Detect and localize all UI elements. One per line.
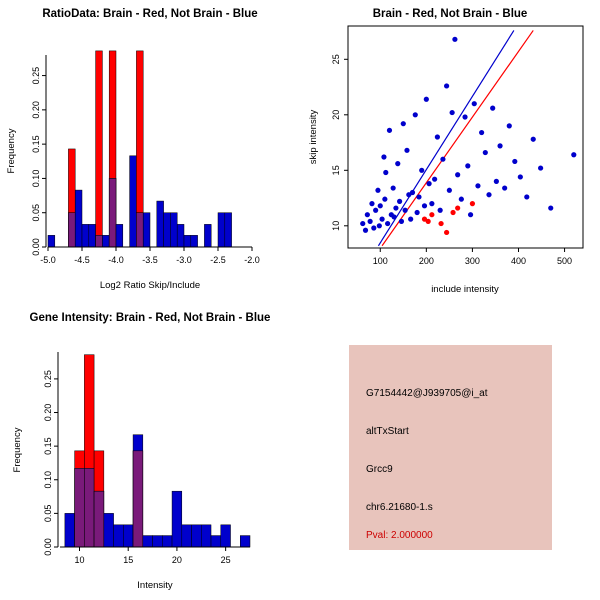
y-tick-label: 0.00	[31, 238, 41, 256]
histogram-bar-not-brain	[225, 213, 232, 247]
scatter-point	[422, 203, 427, 208]
scatter-point	[459, 197, 464, 202]
histogram-bar-not-brain	[164, 213, 171, 247]
ratio-histogram-title: RatioData: Brain - Red, Not Brain - Blue	[42, 8, 258, 20]
scatter-point	[397, 199, 402, 204]
scatter-y-axis-label: skip intensity	[308, 109, 319, 165]
scatter-point	[378, 203, 383, 208]
scatter-point	[462, 114, 467, 119]
scatter-point	[399, 219, 404, 224]
x-tick-label: -5.0	[40, 255, 56, 265]
scatter-point	[360, 221, 365, 226]
scatter-point	[538, 165, 543, 170]
x-tick-label: -4.5	[74, 255, 90, 265]
y-tick-label: 10	[331, 220, 341, 231]
scatter-point	[450, 210, 455, 215]
scatter-point	[438, 221, 443, 226]
y-tick-label: 20	[331, 109, 341, 120]
scatter-point	[401, 121, 406, 126]
histogram-bar-not-brain	[204, 224, 211, 247]
scatter-point	[416, 194, 421, 199]
x-tick-label: 100	[372, 256, 388, 266]
gene-histogram-panel	[0, 300, 300, 600]
scatter-point	[447, 188, 452, 193]
scatter-point	[571, 152, 576, 157]
scatter-point	[385, 221, 390, 226]
scatter-point	[363, 228, 368, 233]
probe-info-box	[349, 345, 552, 550]
x-tick-label: -3.5	[142, 255, 158, 265]
x-tick-label: 400	[510, 256, 527, 266]
x-tick-label: 20	[171, 555, 182, 565]
histogram-bar-not-brain	[102, 235, 109, 247]
scatter-point	[429, 201, 434, 206]
scatter-point	[410, 190, 415, 195]
scatter-point	[455, 172, 460, 177]
scatter-title: Brain - Red, Not Brain - Blue	[372, 8, 528, 20]
scatter-point	[391, 185, 396, 190]
gene-x-axis-label: Intensity	[137, 580, 173, 591]
scatter-point	[377, 223, 382, 228]
scatter-point	[404, 148, 409, 153]
histogram-bar-not-brain	[211, 536, 221, 547]
scatter-point	[470, 201, 475, 206]
info-probe-id: G7154442@J939705@i_at	[366, 388, 488, 399]
info-event-type: altTxStart	[366, 426, 409, 437]
histogram-bar-not-brain	[65, 513, 75, 547]
y-tick-label: 0.05	[43, 504, 53, 523]
histogram-bar-not-brain	[48, 235, 55, 247]
info-pval: Pval: 2.000000	[366, 530, 433, 541]
histogram-bar-not-brain	[89, 224, 96, 247]
y-tick-label: 0.20	[43, 403, 53, 422]
scatter-point	[369, 201, 374, 206]
y-tick-label: 15	[331, 165, 341, 176]
scatter-point	[475, 183, 480, 188]
scatter-point	[368, 219, 373, 224]
histogram-bar-not-brain	[162, 536, 172, 547]
ratio-x-ticks	[40, 247, 260, 265]
scatter-point	[424, 97, 429, 102]
histogram-bar-not-brain	[177, 224, 184, 247]
scatter-point	[450, 110, 455, 115]
x-tick-label: -3.0	[176, 255, 192, 265]
scatter-panel	[300, 0, 600, 300]
scatter-points	[360, 37, 576, 235]
y-tick-label: 0.00	[43, 538, 53, 556]
scatter-point	[408, 217, 413, 222]
scatter-point	[373, 208, 378, 213]
scatter-point	[415, 210, 420, 215]
histogram-bar-overlap	[84, 468, 94, 547]
histogram-bar-not-brain	[82, 224, 89, 247]
histogram-bar-not-brain	[157, 201, 164, 247]
histogram-bar-not-brain	[191, 235, 198, 247]
gene-y-ticks	[43, 370, 58, 556]
histogram-bar-not-brain	[240, 536, 250, 547]
gene-bars	[65, 355, 250, 547]
scatter-point	[452, 37, 457, 42]
scatter-point	[455, 205, 460, 210]
scatter-point	[413, 112, 418, 117]
histogram-bar-not-brain	[130, 156, 137, 247]
histogram-bar-not-brain	[75, 190, 82, 247]
histogram-bar-not-brain	[143, 536, 153, 547]
histogram-bar-not-brain	[218, 213, 225, 247]
scatter-point	[391, 214, 396, 219]
histogram-bar-overlap	[96, 235, 103, 247]
scatter-point	[432, 177, 437, 182]
scatter-point	[444, 83, 449, 88]
y-tick-label: 0.10	[31, 169, 41, 188]
scatter-point	[381, 154, 386, 159]
scatter-point	[479, 130, 484, 135]
ratio-y-ticks	[31, 67, 46, 256]
scatter-point	[429, 212, 434, 217]
scatter-point	[419, 168, 424, 173]
gene-x-ticks	[74, 547, 230, 565]
histogram-bar-not-brain	[172, 491, 182, 547]
scatter-point	[465, 163, 470, 168]
scatter-point	[524, 194, 529, 199]
scatter-point	[426, 219, 431, 224]
ratio-bars	[48, 51, 232, 247]
scatter-point	[444, 230, 449, 235]
histogram-bar-overlap	[136, 213, 143, 247]
scatter-point	[383, 170, 388, 175]
histogram-bar-overlap	[94, 491, 104, 547]
scatter-fit-lines	[378, 30, 533, 245]
histogram-bar-not-brain	[201, 525, 211, 547]
x-tick-label: -2.0	[244, 255, 260, 265]
x-tick-label: 15	[123, 555, 134, 565]
scatter-point	[507, 123, 512, 128]
scatter-point	[403, 208, 408, 213]
histogram-bar-brain	[96, 51, 103, 247]
y-tick-label: 0.20	[31, 101, 41, 119]
scatter-point	[548, 205, 553, 210]
y-tick-label: 0.10	[43, 470, 53, 489]
histogram-bar-overlap	[68, 213, 75, 247]
scatter-point	[440, 157, 445, 162]
scatter-point	[497, 143, 502, 148]
histogram-bar-overlap	[75, 468, 85, 547]
ratio-histogram-svg	[0, 0, 300, 300]
histogram-bar-not-brain	[182, 525, 192, 547]
scatter-point	[375, 188, 380, 193]
scatter-fit-line	[382, 30, 533, 245]
ratio-x-axis-label: Log2 Ratio Skip/Include	[99, 280, 201, 291]
scatter-x-axis-label: include intensity	[431, 284, 499, 295]
y-tick-label: 0.05	[31, 203, 41, 222]
y-tick-label: 0.15	[31, 135, 41, 153]
scatter-svg	[300, 0, 600, 300]
scatter-point	[502, 185, 507, 190]
scatter-point	[426, 181, 431, 186]
scatter-point	[371, 225, 376, 230]
histogram-bar-not-brain	[114, 525, 124, 547]
histogram-bar-not-brain	[143, 213, 150, 247]
histogram-bar-not-brain	[116, 224, 123, 247]
scatter-point	[518, 174, 523, 179]
histogram-bar-not-brain	[184, 235, 191, 247]
x-tick-label: 10	[74, 555, 85, 565]
gene-histogram-svg	[0, 300, 300, 600]
histogram-bar-not-brain	[192, 525, 202, 547]
scatter-point	[387, 128, 392, 133]
scatter-point	[395, 161, 400, 166]
histogram-bar-not-brain	[153, 536, 163, 547]
scatter-point	[382, 197, 387, 202]
x-tick-label: 500	[557, 256, 573, 266]
x-tick-label: 25	[220, 555, 231, 565]
y-tick-label: 25	[331, 54, 341, 65]
ratio-y-axis-label: Frequency	[6, 128, 17, 174]
x-tick-label: -2.5	[210, 255, 226, 265]
scatter-point	[494, 179, 499, 184]
histogram-bar-not-brain	[123, 525, 133, 547]
histogram-bar-overlap	[109, 178, 116, 247]
histogram-bar-not-brain	[221, 525, 231, 547]
scatter-point	[483, 150, 488, 155]
scatter-x-ticks	[373, 248, 572, 266]
x-tick-label: 300	[464, 256, 480, 266]
scatter-point	[365, 212, 370, 217]
scatter-point	[435, 134, 440, 139]
scatter-fit-line	[378, 30, 513, 245]
info-location: chr6.21680-1.s	[366, 502, 433, 513]
scatter-point	[531, 137, 536, 142]
y-tick-label: 0.15	[43, 437, 53, 455]
scatter-y-ticks	[331, 54, 348, 231]
x-tick-label: 200	[418, 256, 434, 266]
scatter-point	[472, 101, 477, 106]
scatter-point	[490, 106, 495, 111]
info-gene-name: Grcc9	[366, 464, 393, 475]
histogram-bar-not-brain	[170, 213, 177, 247]
x-tick-label: -4.0	[108, 255, 124, 265]
histogram-bar-not-brain	[104, 513, 114, 547]
histogram-bar-overlap	[133, 451, 143, 547]
scatter-point	[438, 208, 443, 213]
scatter-point	[486, 192, 491, 197]
scatter-point	[379, 217, 384, 222]
gene-histogram-title: Gene Intensity: Brain - Red, Not Brain - Blue	[29, 312, 271, 324]
y-tick-label: 0.25	[31, 66, 41, 85]
scatter-point	[468, 212, 473, 217]
scatter-point	[512, 159, 517, 164]
scatter-plot-frame	[348, 26, 583, 248]
ratio-histogram-panel	[0, 0, 300, 300]
gene-y-axis-label: Frequency	[12, 427, 23, 473]
y-tick-label: 0.25	[43, 370, 53, 388]
scatter-point	[393, 205, 398, 210]
